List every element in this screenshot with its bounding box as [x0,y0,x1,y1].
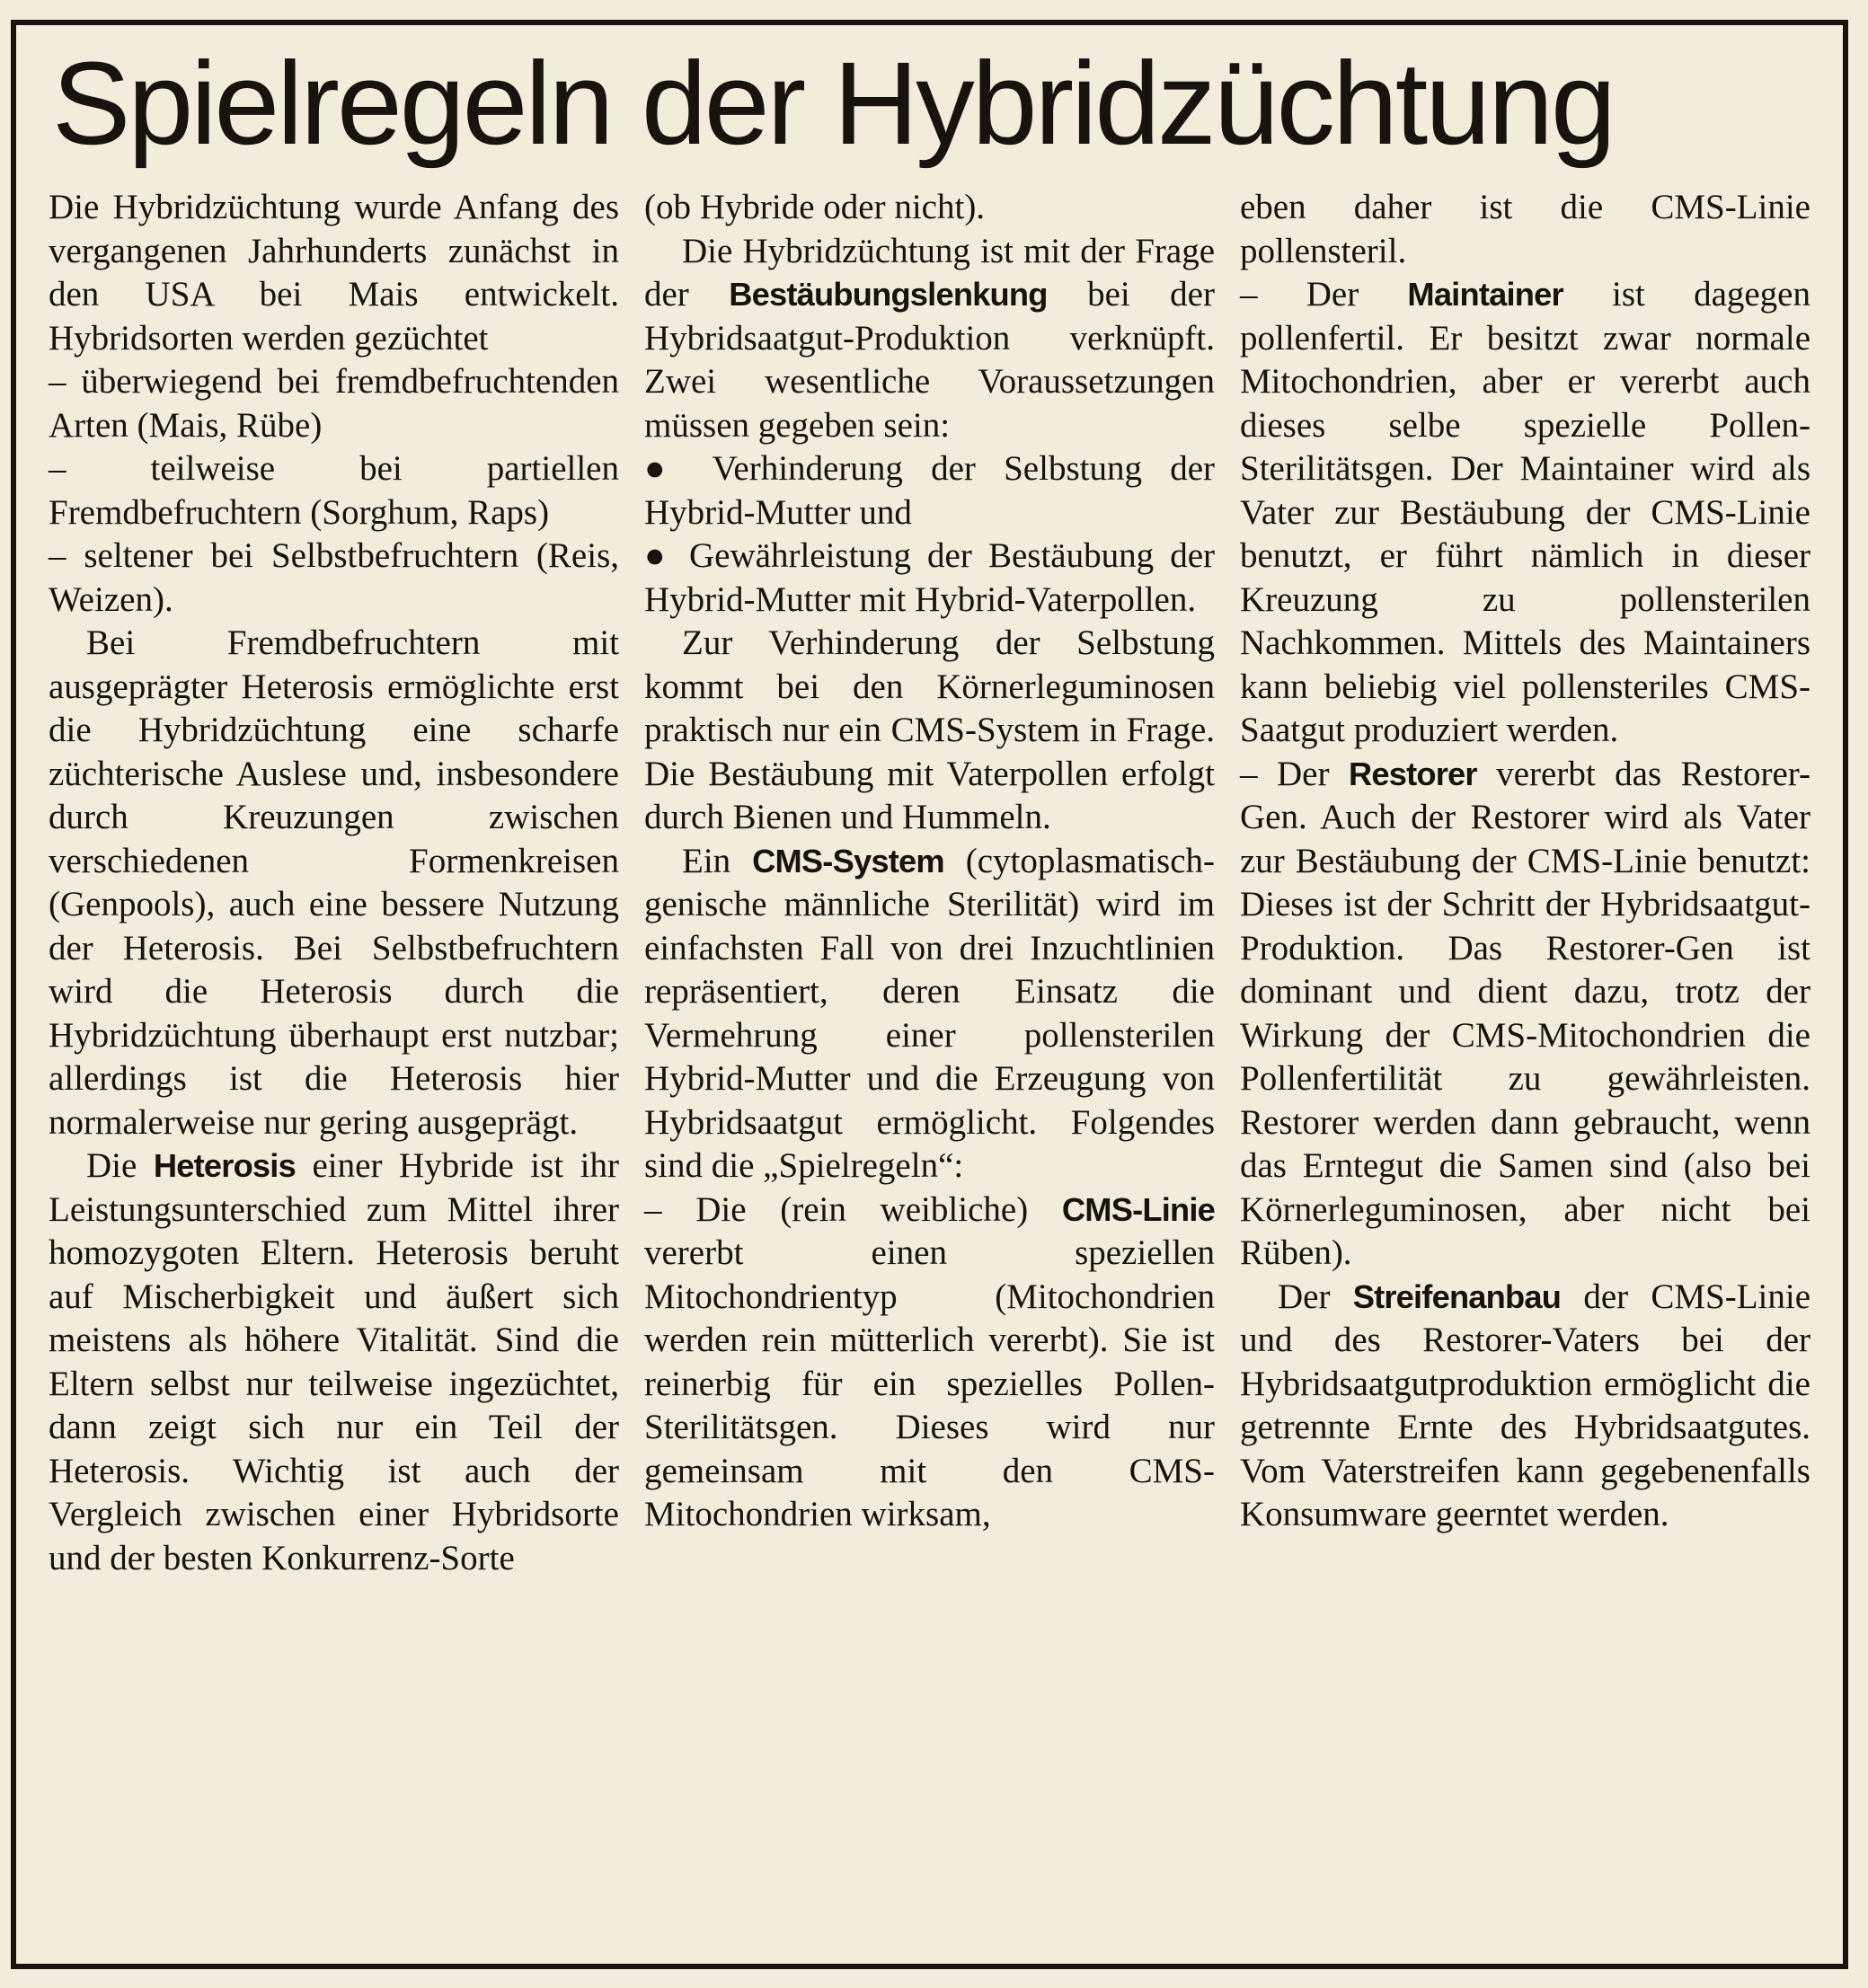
column-2 [644,186,1215,1580]
text-segment: Die Hybridzüchtung wurde Anfang des vergangenen Jahrhunderts zunächst in den USA bei Mais entwickelt. Hybridsorten werden gezüchtet [49,188,619,358]
bold-term: Bestäubungslenkung [729,276,1048,314]
paragraph [644,535,1215,622]
headline: Spielregeln der Hybridzüchtung [52,37,1614,169]
paragraph [49,535,619,622]
bold-term: Streifenanbau [1352,1277,1562,1315]
text-segment: vererbt das Restorer-Gen. Auch der Restorer wird als Vater zur Bestäubung der CMS-Linie benutzt: Dieses ist der Schritt der Hybridsaatgut-Produktion. Das Restorer-Gen ist dominant und dient dazu, trotz der Wirkung der CMS-Mitochondrien die Pollenfertilität zu gewährleisten. Restorer werden dann gebraucht, wenn das Erntegut die Samen sind (also bei Körnerleguminosen, aber nicht bei Rüben). [1240,754,1810,1273]
text-segment: – überwiegend bei fremdbefruchtenden Arten (Mais, Rübe) [49,362,619,445]
text-segment: eben daher ist die CMS-Linie pollensteril. [1240,188,1810,270]
text-segment: Die [86,1146,154,1186]
text-segment: ● Verhinderung der Selbstung der Hybrid-Mutter und [644,449,1215,532]
paragraph [49,186,619,360]
text-segment: (ob Hybride oder nicht). [644,188,986,227]
bold-term: Restorer [1348,755,1477,792]
paragraph [1240,753,1810,1276]
text-segment: – Der [1240,754,1349,793]
text-segment: vererbt einen speziellen Mitochondrientyp (Mitochondrien werden rein mütterlich vererbt). Sie ist reinerbig für ein spezielles Pollen-Sterilitätsgen. Dieses wird nur gemeinsam mit den CMS-Mitochondrien wirksam, [644,1233,1215,1534]
bold-term: CMS-System [752,842,944,879]
bold-term: Heterosis [153,1147,296,1185]
paragraph [1240,186,1810,273]
text-segment: – Die (rein weibliche) [644,1189,1062,1229]
column-3 [1240,186,1810,1580]
text-segment: einer Hybride ist ihr Leistungsunterschied zum Mittel ihrer homozygoten Eltern. Heterosis beruht auf Mischerbigkeit und äußert sich meistens als höhere Vitalität. Sind die Eltern selbst nur teilweise ingezüchtet, dann zeigt sich nur ein Teil der Heterosis. Wichtig ist auch der Vergleich zwischen einer Hybridsorte und der besten Konkurrenz-Sorte [49,1146,620,1577]
text-segment: der CMS-Linie und des Restorer-Vaters bei der Hybridsaatgutproduktion ermöglicht die getrennte Ernte des Hybridsaatgutes. Vom Vaterstreifen kann gegebenenfalls Konsumware geerntet werden. [1240,1277,1811,1534]
paragraph [644,840,1215,1188]
bold-term: CMS-Linie [1061,1190,1215,1228]
paragraph [1240,273,1810,753]
text-segment: – teilweise bei partiellen Fremdbefruchtern (Sorghum, Raps) [49,449,619,532]
paragraph [644,230,1215,448]
text-segment: Bei Fremdbefruchtern mit ausgeprägter Heterosis ermöglichte erst die Hybridzüchtung eine scharfe züchterische Auslese und, insbesondere durch Kreuzungen zwischen verschiedenen Formenkreisen (Genpools), auch eine bessere Nutzung der Heterosis. Bei Selbstbefruchtern wird die Heterosis durch die Hybridzüchtung überhaupt erst nutzbar; allerdings ist die Heterosis hier normalerweise nur gering ausgeprägt. [49,623,619,1142]
paragraph [644,186,1215,230]
paragraph [49,622,619,1144]
article-frame [11,20,1848,1969]
paragraph [49,447,619,535]
text-segment: – Der [1240,275,1408,314]
column-1 [49,186,619,1580]
text-segment: – seltener bei Selbstbefruchtern (Reis, Weizen). [49,536,619,619]
text-segment: Die Hybridzüchtung ist mit der Frage der [644,231,1215,314]
paragraph [644,622,1215,840]
paragraph [49,1144,619,1580]
paragraph [49,360,619,447]
paragraph [644,1188,1215,1537]
bold-term: Maintainer [1407,276,1563,314]
text-segment: ● Gewährleistung der Bestäubung der Hybrid-Mutter mit Hybrid-Vaterpollen. [644,536,1215,619]
paragraph [1240,1276,1810,1537]
text-segment: (cytoplasmatisch-genische männliche Sterilität) wird im einfachsten Fall von drei Inzuchtlinien repräsentiert, deren Einsatz die Vermehrung einer pollensterilen Hybrid-Mutter und die Erzeugung von Hybridsaatgut ermöglicht. Folgendes sind die „Spielregeln“: [644,841,1215,1186]
text-segment: bei der Hybridsaatgut-Produktion verknüpft. Zwei wesentliche Voraussetzungen müssen gegeben sein: [644,275,1215,445]
text-segment: Der [1278,1277,1353,1316]
article-columns [49,186,1810,1580]
text-segment: Ein [682,841,753,880]
text-segment: Zur Verhinderung der Selbstung kommt bei den Körnerleguminosen praktisch nur ein CMS-System in Frage. Die Bestäubung mit Vaterpollen erfolgt durch Bienen und Hummeln. [644,623,1215,837]
paragraph [644,447,1215,535]
text-segment: ist dagegen pollenfertil. Er besitzt zwar normale Mitochondrien, aber er vererbt auch dieses selbe spezielle Pollen-Sterilitätsgen. Der Maintainer wird als Vater zur Bestäubung der CMS-Linie benutzt, er führt nämlich in dieser Kreuzung zu pollensterilen Nachkommen. Mittels des Maintainers kann beliebig viel pollensteriles CMS-Saatgut produziert werden. [1240,275,1810,750]
